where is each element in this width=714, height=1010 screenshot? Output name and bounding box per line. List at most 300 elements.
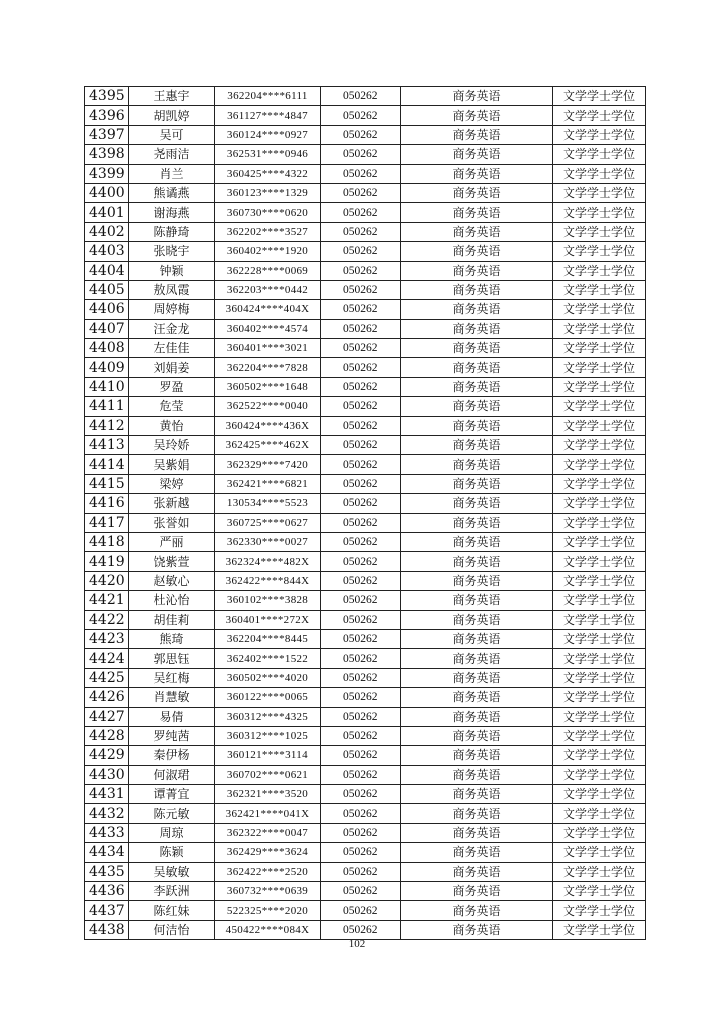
row-number-cell: 4438 [85, 920, 129, 939]
degree-cell: 文学学士学位 [553, 125, 646, 144]
major-name-cell: 商务英语 [401, 183, 553, 202]
id-number-cell: 362425****462X [215, 436, 321, 455]
name-cell: 王惠宇 [129, 87, 215, 106]
degree-cell: 文学学士学位 [553, 261, 646, 280]
major-name-cell: 商务英语 [401, 319, 553, 338]
table-row [85, 377, 646, 396]
degree-cell: 文学学士学位 [553, 882, 646, 901]
degree-cell: 文学学士学位 [553, 183, 646, 202]
table-body [85, 87, 646, 940]
id-number-cell: 360312****4325 [215, 707, 321, 726]
id-number-cell: 130534****5523 [215, 494, 321, 513]
degree-cell: 文学学士学位 [553, 901, 646, 920]
row-number-cell: 4409 [85, 358, 129, 377]
degree-cell: 文学学士学位 [553, 668, 646, 687]
id-number-cell: 360122****0065 [215, 688, 321, 707]
major-code-cell: 050262 [321, 513, 401, 532]
table-row [85, 183, 646, 202]
name-cell: 胡凯婷 [129, 106, 215, 125]
degree-cell: 文学学士学位 [553, 203, 646, 222]
degree-cell: 文学学士学位 [553, 513, 646, 532]
major-code-cell: 050262 [321, 532, 401, 551]
major-code-cell: 050262 [321, 494, 401, 513]
major-name-cell: 商务英语 [401, 455, 553, 474]
row-number-cell: 4428 [85, 726, 129, 745]
major-name-cell: 商务英语 [401, 222, 553, 241]
major-code-cell: 050262 [321, 804, 401, 823]
major-name-cell: 商务英语 [401, 436, 553, 455]
major-name-cell: 商务英语 [401, 823, 553, 842]
id-number-cell: 362322****0047 [215, 823, 321, 842]
degree-cell: 文学学士学位 [553, 377, 646, 396]
major-name-cell: 商务英语 [401, 164, 553, 183]
degree-cell: 文学学士学位 [553, 785, 646, 804]
row-number-cell: 4427 [85, 707, 129, 726]
id-number-cell: 360402****4574 [215, 319, 321, 338]
name-cell: 张誉如 [129, 513, 215, 532]
name-cell: 吴可 [129, 125, 215, 144]
row-number-cell: 4410 [85, 377, 129, 396]
name-cell: 梁婷 [129, 474, 215, 493]
table-row [85, 164, 646, 183]
major-code-cell: 050262 [321, 571, 401, 590]
major-code-cell: 050262 [321, 649, 401, 668]
major-name-cell: 商务英语 [401, 649, 553, 668]
table-row [85, 339, 646, 358]
degree-cell: 文学学士学位 [553, 610, 646, 629]
major-code-cell: 050262 [321, 474, 401, 493]
id-number-cell: 361127****4847 [215, 106, 321, 125]
id-number-cell: 362429****3624 [215, 843, 321, 862]
name-cell: 胡佳莉 [129, 610, 215, 629]
table-row [85, 358, 646, 377]
degree-cell: 文学学士学位 [553, 649, 646, 668]
major-name-cell: 商务英语 [401, 280, 553, 299]
major-code-cell: 050262 [321, 765, 401, 784]
name-cell: 罗纯茜 [129, 726, 215, 745]
degree-cell: 文学学士学位 [553, 242, 646, 261]
major-name-cell: 商务英语 [401, 494, 553, 513]
row-number-cell: 4416 [85, 494, 129, 513]
row-number-cell: 4404 [85, 261, 129, 280]
major-name-cell: 商务英语 [401, 397, 553, 416]
degree-cell: 文学学士学位 [553, 823, 646, 842]
major-name-cell: 商务英语 [401, 862, 553, 881]
degree-cell: 文学学士学位 [553, 397, 646, 416]
table-row [85, 649, 646, 668]
row-number-cell: 4396 [85, 106, 129, 125]
degree-cell: 文学学士学位 [553, 629, 646, 648]
row-number-cell: 4419 [85, 552, 129, 571]
name-cell: 秦伊杨 [129, 746, 215, 765]
name-cell: 谢海燕 [129, 203, 215, 222]
table-row [85, 785, 646, 804]
major-name-cell: 商务英语 [401, 726, 553, 745]
name-cell: 郭思钰 [129, 649, 215, 668]
name-cell: 危莹 [129, 397, 215, 416]
degree-cell: 文学学士学位 [553, 804, 646, 823]
degree-cell: 文学学士学位 [553, 571, 646, 590]
major-code-cell: 050262 [321, 125, 401, 144]
row-number-cell: 4407 [85, 319, 129, 338]
name-cell: 易倩 [129, 707, 215, 726]
major-code-cell: 050262 [321, 416, 401, 435]
id-number-cell: 362202****3527 [215, 222, 321, 241]
table-row [85, 823, 646, 842]
id-number-cell: 360402****1920 [215, 242, 321, 261]
table-row [85, 261, 646, 280]
id-number-cell: 362422****844X [215, 571, 321, 590]
major-name-cell: 商务英语 [401, 688, 553, 707]
major-name-cell: 商务英语 [401, 532, 553, 551]
major-name-cell: 商务英语 [401, 882, 553, 901]
major-code-cell: 050262 [321, 901, 401, 920]
name-cell: 吴敏敏 [129, 862, 215, 881]
major-name-cell: 商务英语 [401, 707, 553, 726]
row-number-cell: 4414 [85, 455, 129, 474]
page-number: 102 [348, 938, 366, 950]
name-cell: 何淑珺 [129, 765, 215, 784]
name-cell: 熊谲燕 [129, 183, 215, 202]
table-row [85, 726, 646, 745]
table-row [85, 280, 646, 299]
degree-cell: 文学学士学位 [553, 280, 646, 299]
id-number-cell: 360725****0627 [215, 513, 321, 532]
name-cell: 吴玲娇 [129, 436, 215, 455]
id-number-cell: 360702****0621 [215, 765, 321, 784]
name-cell: 刘娟姜 [129, 358, 215, 377]
name-cell: 罗盈 [129, 377, 215, 396]
degree-cell: 文学学士学位 [553, 765, 646, 784]
major-code-cell: 050262 [321, 87, 401, 106]
id-number-cell: 362324****482X [215, 552, 321, 571]
major-code-cell: 050262 [321, 688, 401, 707]
major-code-cell: 050262 [321, 436, 401, 455]
row-number-cell: 4435 [85, 862, 129, 881]
major-name-cell: 商务英语 [401, 843, 553, 862]
major-code-cell: 050262 [321, 455, 401, 474]
major-code-cell: 050262 [321, 358, 401, 377]
table-row [85, 901, 646, 920]
row-number-cell: 4437 [85, 901, 129, 920]
row-number-cell: 4397 [85, 125, 129, 144]
major-code-cell: 050262 [321, 106, 401, 125]
major-name-cell: 商务英语 [401, 125, 553, 144]
name-cell: 饶紫萱 [129, 552, 215, 571]
major-name-cell: 商务英语 [401, 629, 553, 648]
row-number-cell: 4403 [85, 242, 129, 261]
major-name-cell: 商务英语 [401, 145, 553, 164]
major-code-cell: 050262 [321, 203, 401, 222]
name-cell: 钟颖 [129, 261, 215, 280]
row-number-cell: 4406 [85, 300, 129, 319]
degree-cell: 文学学士学位 [553, 319, 646, 338]
table-row [85, 436, 646, 455]
id-number-cell: 362531****0946 [215, 145, 321, 164]
major-code-cell: 050262 [321, 610, 401, 629]
table-row [85, 145, 646, 164]
table-row [85, 688, 646, 707]
row-number-cell: 4423 [85, 629, 129, 648]
degree-list-table-wrapper [84, 86, 645, 940]
row-number-cell: 4402 [85, 222, 129, 241]
id-number-cell: 360312****1025 [215, 726, 321, 745]
major-code-cell: 050262 [321, 882, 401, 901]
row-number-cell: 4413 [85, 436, 129, 455]
major-code-cell: 050262 [321, 164, 401, 183]
id-number-cell: 360502****1648 [215, 377, 321, 396]
degree-cell: 文学学士学位 [553, 920, 646, 939]
table-row [85, 552, 646, 571]
degree-cell: 文学学士学位 [553, 339, 646, 358]
name-cell: 黄怡 [129, 416, 215, 435]
table-row [85, 87, 646, 106]
name-cell: 尧雨洁 [129, 145, 215, 164]
table-row [85, 416, 646, 435]
table-row [85, 610, 646, 629]
row-number-cell: 4412 [85, 416, 129, 435]
table-row [85, 862, 646, 881]
degree-cell: 文学学士学位 [553, 746, 646, 765]
row-number-cell: 4418 [85, 532, 129, 551]
table-row [85, 804, 646, 823]
table-row [85, 571, 646, 590]
degree-cell: 文学学士学位 [553, 436, 646, 455]
degree-cell: 文学学士学位 [553, 726, 646, 745]
major-code-cell: 050262 [321, 823, 401, 842]
row-number-cell: 4417 [85, 513, 129, 532]
table-row [85, 494, 646, 513]
id-number-cell: 362321****3520 [215, 785, 321, 804]
id-number-cell: 360424****436X [215, 416, 321, 435]
row-number-cell: 4398 [85, 145, 129, 164]
name-cell: 吴紫娟 [129, 455, 215, 474]
row-number-cell: 4415 [85, 474, 129, 493]
table-row [85, 513, 646, 532]
table-row [85, 319, 646, 338]
major-code-cell: 050262 [321, 280, 401, 299]
degree-cell: 文学学士学位 [553, 455, 646, 474]
major-code-cell: 050262 [321, 920, 401, 939]
major-name-cell: 商务英语 [401, 552, 553, 571]
table-row [85, 532, 646, 551]
name-cell: 陈红妹 [129, 901, 215, 920]
major-code-cell: 050262 [321, 668, 401, 687]
id-number-cell: 450422****084X [215, 920, 321, 939]
major-name-cell: 商务英语 [401, 571, 553, 590]
table-row [85, 300, 646, 319]
row-number-cell: 4424 [85, 649, 129, 668]
id-number-cell: 362204****7828 [215, 358, 321, 377]
id-number-cell: 362330****0027 [215, 532, 321, 551]
name-cell: 熊琦 [129, 629, 215, 648]
major-name-cell: 商务英语 [401, 106, 553, 125]
row-number-cell: 4422 [85, 610, 129, 629]
row-number-cell: 4433 [85, 823, 129, 842]
table-row [85, 882, 646, 901]
name-cell: 汪金龙 [129, 319, 215, 338]
degree-cell: 文学学士学位 [553, 532, 646, 551]
table-row [85, 591, 646, 610]
major-name-cell: 商务英语 [401, 300, 553, 319]
row-number-cell: 4400 [85, 183, 129, 202]
row-number-cell: 4434 [85, 843, 129, 862]
id-number-cell: 360124****0927 [215, 125, 321, 144]
degree-cell: 文学学士学位 [553, 416, 646, 435]
major-name-cell: 商务英语 [401, 610, 553, 629]
id-number-cell: 360730****0620 [215, 203, 321, 222]
id-number-cell: 360123****1329 [215, 183, 321, 202]
row-number-cell: 4432 [85, 804, 129, 823]
degree-cell: 文学学士学位 [553, 494, 646, 513]
major-code-cell: 050262 [321, 746, 401, 765]
table-row [85, 707, 646, 726]
major-code-cell: 050262 [321, 843, 401, 862]
degree-cell: 文学学士学位 [553, 358, 646, 377]
name-cell: 张新越 [129, 494, 215, 513]
table-row [85, 242, 646, 261]
name-cell: 肖兰 [129, 164, 215, 183]
id-number-cell: 362204****6111 [215, 87, 321, 106]
name-cell: 赵敏心 [129, 571, 215, 590]
row-number-cell: 4431 [85, 785, 129, 804]
row-number-cell: 4405 [85, 280, 129, 299]
id-number-cell: 360401****3021 [215, 339, 321, 358]
major-name-cell: 商务英语 [401, 785, 553, 804]
major-code-cell: 050262 [321, 222, 401, 241]
degree-cell: 文学学士学位 [553, 87, 646, 106]
major-code-cell: 050262 [321, 862, 401, 881]
name-cell: 陈元敏 [129, 804, 215, 823]
row-number-cell: 4408 [85, 339, 129, 358]
name-cell: 吴红梅 [129, 668, 215, 687]
major-code-cell: 050262 [321, 242, 401, 261]
major-code-cell: 050262 [321, 591, 401, 610]
row-number-cell: 4421 [85, 591, 129, 610]
degree-list-table [84, 86, 646, 940]
name-cell: 何洁怡 [129, 920, 215, 939]
name-cell: 谭菁宜 [129, 785, 215, 804]
table-row [85, 629, 646, 648]
major-code-cell: 050262 [321, 300, 401, 319]
table-row [85, 920, 646, 939]
id-number-cell: 360424****404X [215, 300, 321, 319]
table-row [85, 125, 646, 144]
major-name-cell: 商务英语 [401, 242, 553, 261]
name-cell: 陈静琦 [129, 222, 215, 241]
degree-cell: 文学学士学位 [553, 300, 646, 319]
id-number-cell: 362402****1522 [215, 649, 321, 668]
id-number-cell: 360102****3828 [215, 591, 321, 610]
id-number-cell: 362203****0442 [215, 280, 321, 299]
degree-cell: 文学学士学位 [553, 688, 646, 707]
degree-cell: 文学学士学位 [553, 707, 646, 726]
major-name-cell: 商务英语 [401, 358, 553, 377]
table-row [85, 765, 646, 784]
major-code-cell: 050262 [321, 319, 401, 338]
major-name-cell: 商务英语 [401, 513, 553, 532]
major-code-cell: 050262 [321, 339, 401, 358]
id-number-cell: 362522****0040 [215, 397, 321, 416]
major-name-cell: 商务英语 [401, 261, 553, 280]
major-code-cell: 050262 [321, 785, 401, 804]
row-number-cell: 4426 [85, 688, 129, 707]
major-name-cell: 商务英语 [401, 901, 553, 920]
table-row [85, 203, 646, 222]
degree-cell: 文学学士学位 [553, 164, 646, 183]
major-code-cell: 050262 [321, 261, 401, 280]
row-number-cell: 4399 [85, 164, 129, 183]
major-name-cell: 商务英语 [401, 804, 553, 823]
major-name-cell: 商务英语 [401, 746, 553, 765]
name-cell: 杜沁怡 [129, 591, 215, 610]
major-code-cell: 050262 [321, 145, 401, 164]
degree-cell: 文学学士学位 [553, 222, 646, 241]
row-number-cell: 4425 [85, 668, 129, 687]
major-code-cell: 050262 [321, 377, 401, 396]
id-number-cell: 360401****272X [215, 610, 321, 629]
row-number-cell: 4395 [85, 87, 129, 106]
major-name-cell: 商务英语 [401, 416, 553, 435]
id-number-cell: 360425****4322 [215, 164, 321, 183]
table-row [85, 843, 646, 862]
major-name-cell: 商务英语 [401, 591, 553, 610]
id-number-cell: 362204****8445 [215, 629, 321, 648]
name-cell: 李跃洲 [129, 882, 215, 901]
name-cell: 陈颖 [129, 843, 215, 862]
major-code-cell: 050262 [321, 183, 401, 202]
major-name-cell: 商务英语 [401, 203, 553, 222]
name-cell: 左佳佳 [129, 339, 215, 358]
id-number-cell: 362422****2520 [215, 862, 321, 881]
table-row [85, 668, 646, 687]
id-number-cell: 360121****3114 [215, 746, 321, 765]
major-code-cell: 050262 [321, 707, 401, 726]
id-number-cell: 360732****0639 [215, 882, 321, 901]
major-name-cell: 商务英语 [401, 920, 553, 939]
id-number-cell: 362421****041X [215, 804, 321, 823]
row-number-cell: 4411 [85, 397, 129, 416]
degree-cell: 文学学士学位 [553, 591, 646, 610]
name-cell: 敖凤霞 [129, 280, 215, 299]
major-name-cell: 商务英语 [401, 474, 553, 493]
id-number-cell: 362329****7420 [215, 455, 321, 474]
id-number-cell: 362421****6821 [215, 474, 321, 493]
table-row [85, 455, 646, 474]
major-name-cell: 商务英语 [401, 377, 553, 396]
degree-cell: 文学学士学位 [553, 145, 646, 164]
name-cell: 张晓宇 [129, 242, 215, 261]
degree-cell: 文学学士学位 [553, 474, 646, 493]
degree-cell: 文学学士学位 [553, 843, 646, 862]
degree-cell: 文学学士学位 [553, 552, 646, 571]
major-name-cell: 商务英语 [401, 765, 553, 784]
name-cell: 肖慧敏 [129, 688, 215, 707]
major-name-cell: 商务英语 [401, 668, 553, 687]
id-number-cell: 522325****2020 [215, 901, 321, 920]
table-row [85, 746, 646, 765]
row-number-cell: 4436 [85, 882, 129, 901]
name-cell: 严丽 [129, 532, 215, 551]
row-number-cell: 4430 [85, 765, 129, 784]
major-code-cell: 050262 [321, 552, 401, 571]
major-code-cell: 050262 [321, 726, 401, 745]
degree-cell: 文学学士学位 [553, 106, 646, 125]
table-row [85, 474, 646, 493]
major-name-cell: 商务英语 [401, 339, 553, 358]
id-number-cell: 360502****4020 [215, 668, 321, 687]
table-row [85, 222, 646, 241]
